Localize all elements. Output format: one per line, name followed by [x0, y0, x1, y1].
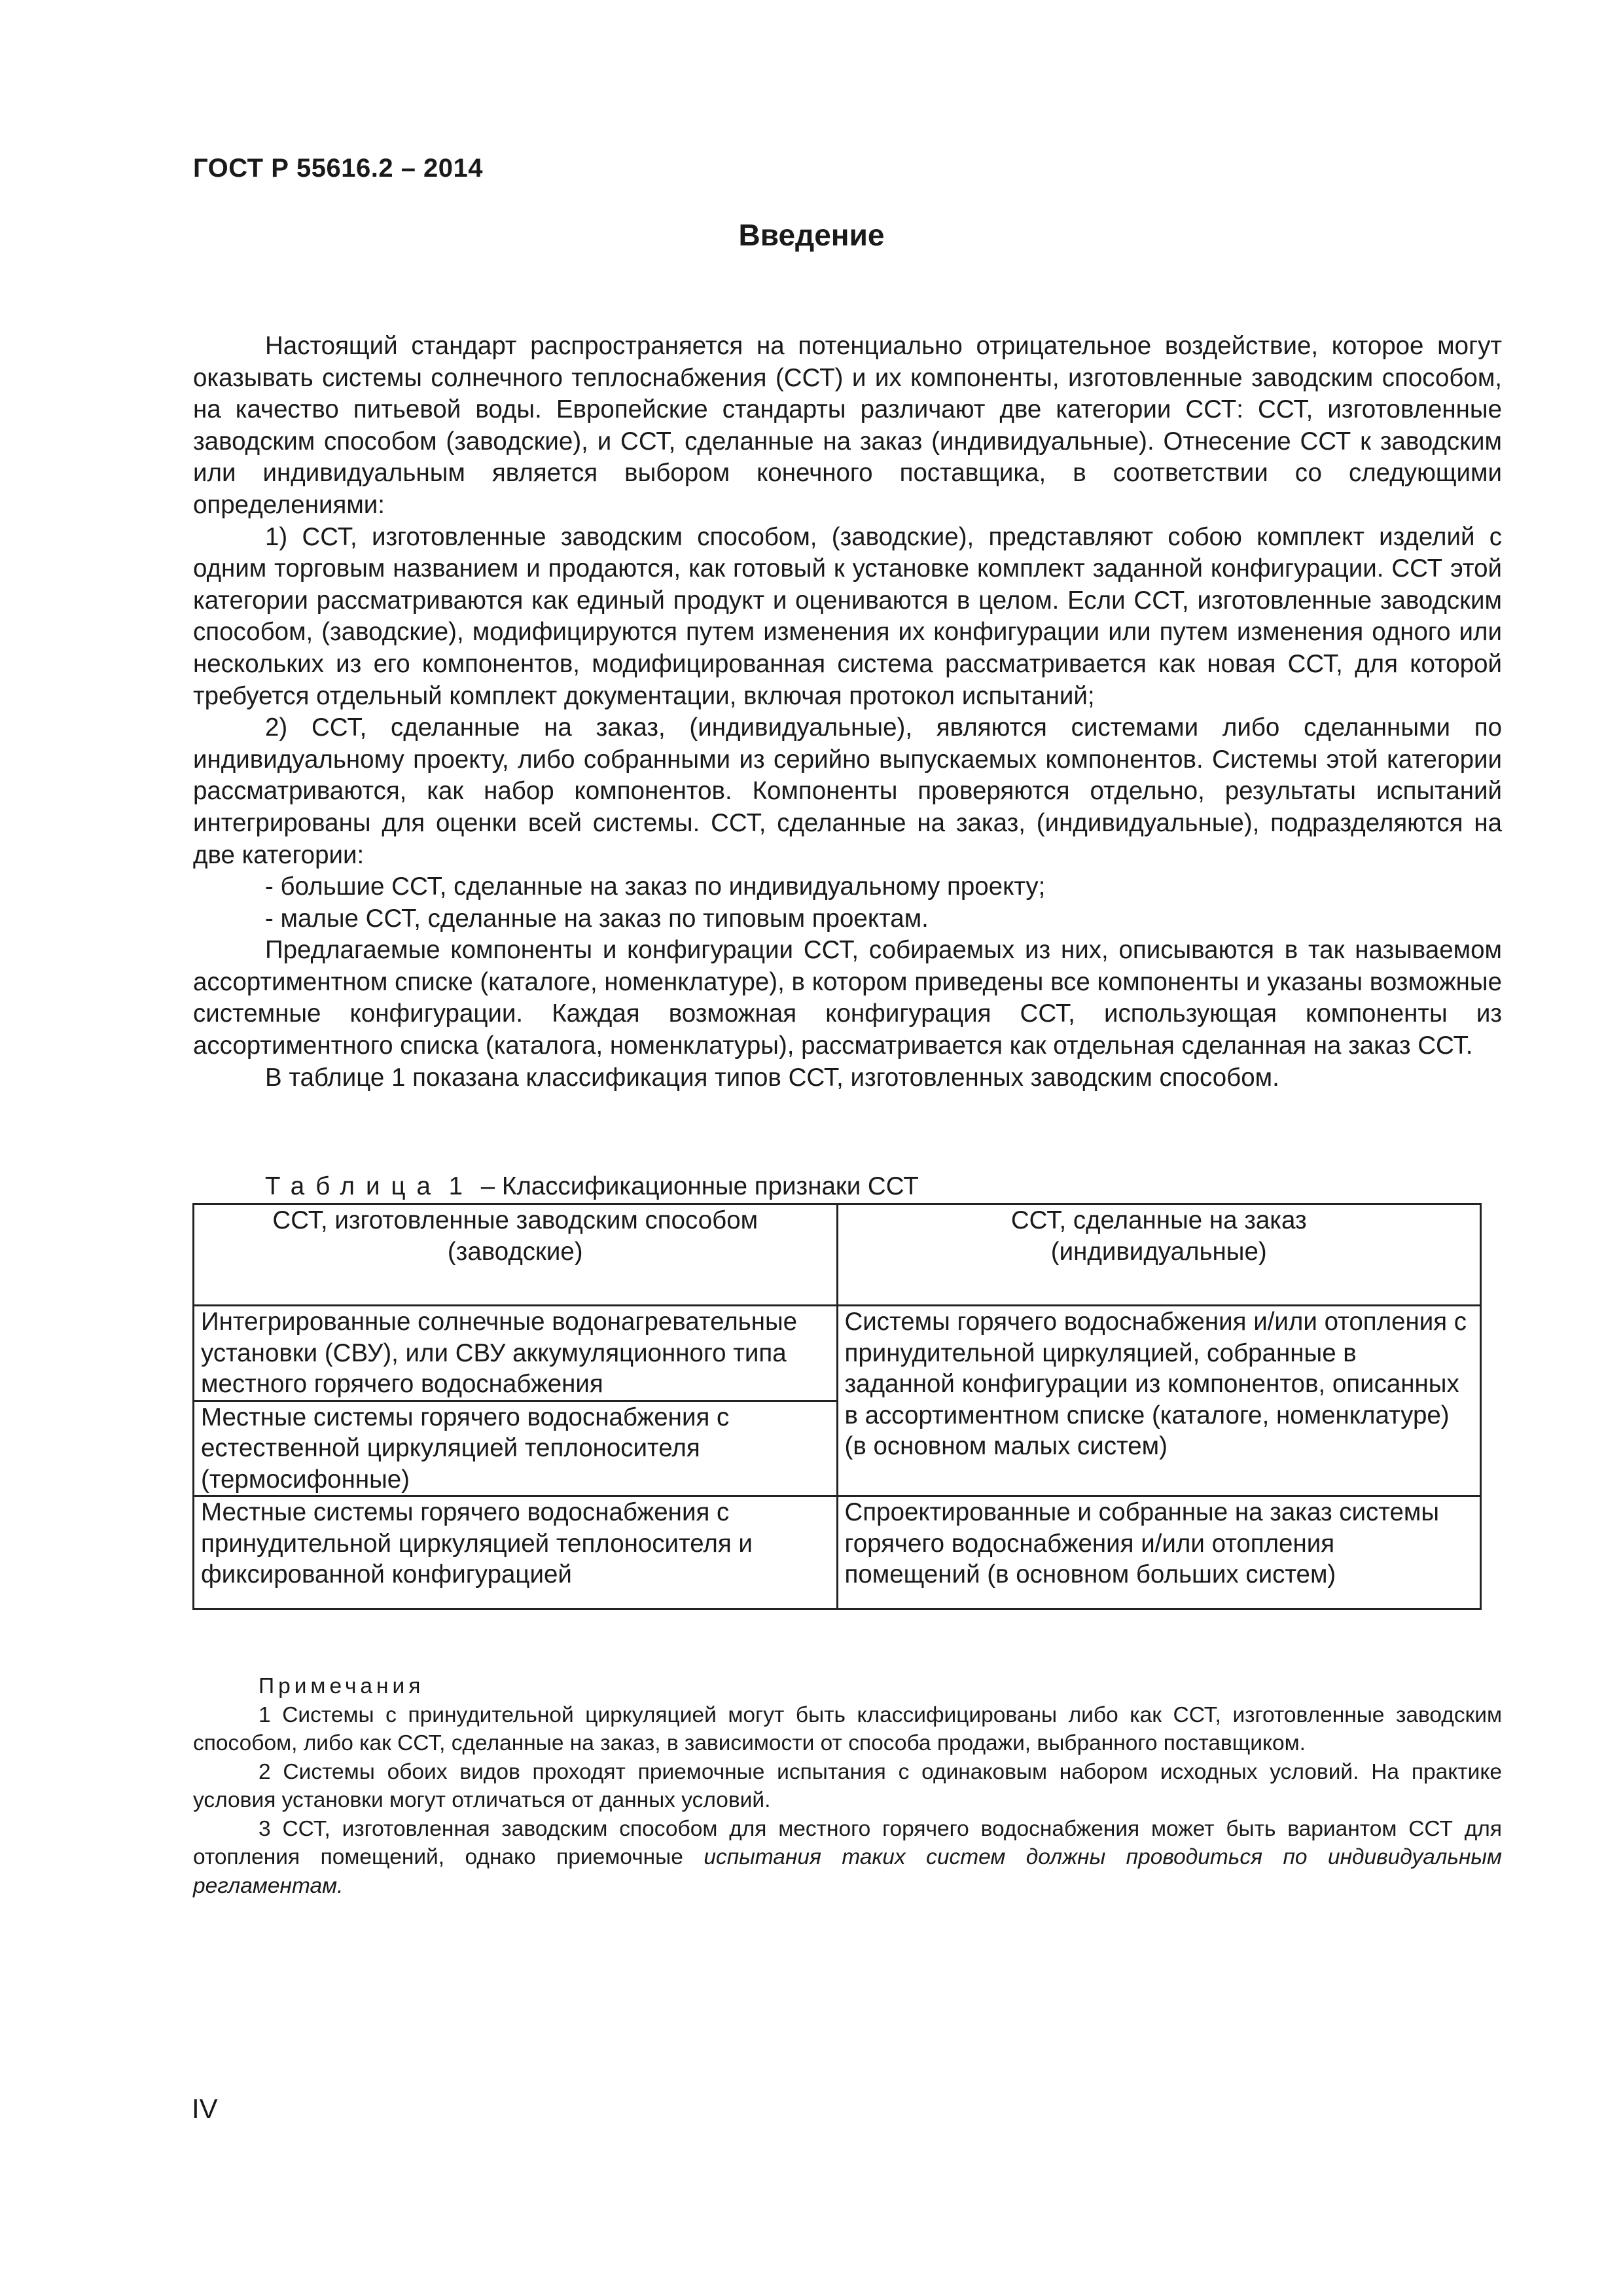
paragraph: 1) ССТ, изготовленные заводским способом, (заводские), представляют собою комплект изделий с одним торговым названием и продаются, как готовый к установке комплект заданной конфигурации. ССТ этой категории рассматриваются как единый продукт и оцениваются в целом. Если ССТ, изготовленные заводским способом, (заводские), модифицируются путем изменения их конфигурации или путем изменения одного или нескольких из его компонентов, модифицированная система рассматривается как новая ССТ, для которой требуется отдельный комплект документации, включая протокол испытаний;: [193, 522, 1502, 710]
note-italic-text: испытания таких систем должны проводиться по индивидуальным регламентам.: [193, 1845, 1503, 1898]
table-header-cell: [194, 1204, 838, 1306]
table-cell: Системы горячего водоснабжения и/или отопления с принудительной циркуляцией, собранные в заданной конфигурации из компонентов, описанных в ассортиментном списке (каталоге, номенклатуре) (в основном малых систем): [837, 1306, 1481, 1496]
section-heading: Введение: [738, 218, 885, 252]
paragraph: Настоящий стандарт распространяется на потенциально отрицательное воздействие, которое могут оказывать системы солнечного теплоснабжения (ССТ) и их компоненты, изготовленные заводским способом, на качество питьевой воды. Европейские стандарты различают две категории ССТ: ССТ, изготовленные заводским способом (заводские), и ССТ, сделанные на заказ (индивидуальные). Отнесение ССТ к заводским или индивидуальным является выбором конечного поставщика, в соответствии со следующими определениями:: [193, 332, 1502, 519]
table-caption: [265, 1172, 919, 1202]
table-caption-text: – Классификационные признаки ССТ: [480, 1172, 919, 1200]
paragraph: В таблице 1 показана классификация типов ССТ, изготовленных заводским способом.: [265, 1063, 1279, 1092]
table-cell: Местные системы горячего водоснабжения с принудительной циркуляцией теплоносителя и фиксированной конфигурацией: [194, 1496, 838, 1609]
table-caption-number: 1: [448, 1172, 474, 1200]
table-row: [194, 1496, 1481, 1609]
table-cell: Интегрированные солнечные водонагревательные установки (СВУ), или СВУ аккумуляционного типа местного горячего водоснабжения: [194, 1306, 838, 1401]
note: 1 Системы с принудительной циркуляцией могут быть классифицированы либо как ССТ, изготовленные заводским способом, либо как ССТ, сделанные на заказ, в зависимости от способа продажи, выбранного поставщиком.: [193, 1702, 1502, 1755]
list-item: - малые ССТ, сделанные на заказ по типовым проектам.: [265, 904, 929, 933]
header-line: ССТ, сделанные на заказ: [1010, 1206, 1307, 1234]
table-header-cell: [837, 1204, 1481, 1306]
introduction-body: [193, 331, 1502, 1094]
table-cell: Спроектированные и собранные на заказ системы горячего водоснабжения и/или отопления помещений (в основном больших систем): [837, 1496, 1481, 1609]
note: 2 Системы обоих видов проходят приемочные испытания с одинаковым набором исходных условий. На практике условия установки могут отличаться от данных условий.: [193, 1759, 1502, 1812]
paragraph: 2) ССТ, сделанные на заказ, (индивидуальные), являются системами либо сделанными по индивидуальному проекту, либо собранными из серийно выпускаемых компонентов. Системы этой категории рассматриваются, как набор компонентов. Компоненты проверяются отдельно, результаты испытаний интегрированы для оценки всей системы. ССТ, сделанные на заказ, (индивидуальные), подразделяются на две категории:: [193, 713, 1502, 869]
classification-table: [192, 1203, 1482, 1610]
table-caption-word: Таблица: [265, 1172, 442, 1200]
header-line: (заводские): [447, 1237, 583, 1266]
document-code: ГОСТ Р 55616.2 – 2014: [193, 154, 484, 183]
list-item: - большие ССТ, сделанные на заказ по индивидуальному проекту;: [265, 872, 1046, 901]
notes-title: Примечания: [259, 1674, 425, 1698]
table-cell: Местные системы горячего водоснабжения с естественной циркуляцией теплоносителя (термосифонные): [194, 1401, 838, 1496]
table-row: [194, 1306, 1481, 1401]
header-line: (индивидуальные): [1050, 1237, 1267, 1266]
note-text: 3 ССТ, изготовленная заводским способом для местного горячего водоснабжения может быть вариантом ССТ для отопления помещений, однако приемочные: [193, 1816, 1502, 1869]
table-header-row: [194, 1204, 1481, 1306]
header-line: ССТ, изготовленные заводским способом: [272, 1206, 758, 1234]
note: [193, 1815, 1502, 1901]
paragraph: Предлагаемые компоненты и конфигурации ССТ, собираемых из них, описываются в так называемом ассортиментном списке (каталоге, номенклатуре), в котором приведены все компоненты и указаны возможные системные конфигурации. Каждая возможная конфигурация ССТ, использующая компоненты из ассортиментного списка (каталога, номенклатуры), рассматривается как отдельная сделанная на заказ ССТ.: [193, 936, 1502, 1060]
page-number: IV: [192, 2093, 218, 2124]
notes-block: [193, 1672, 1502, 1900]
